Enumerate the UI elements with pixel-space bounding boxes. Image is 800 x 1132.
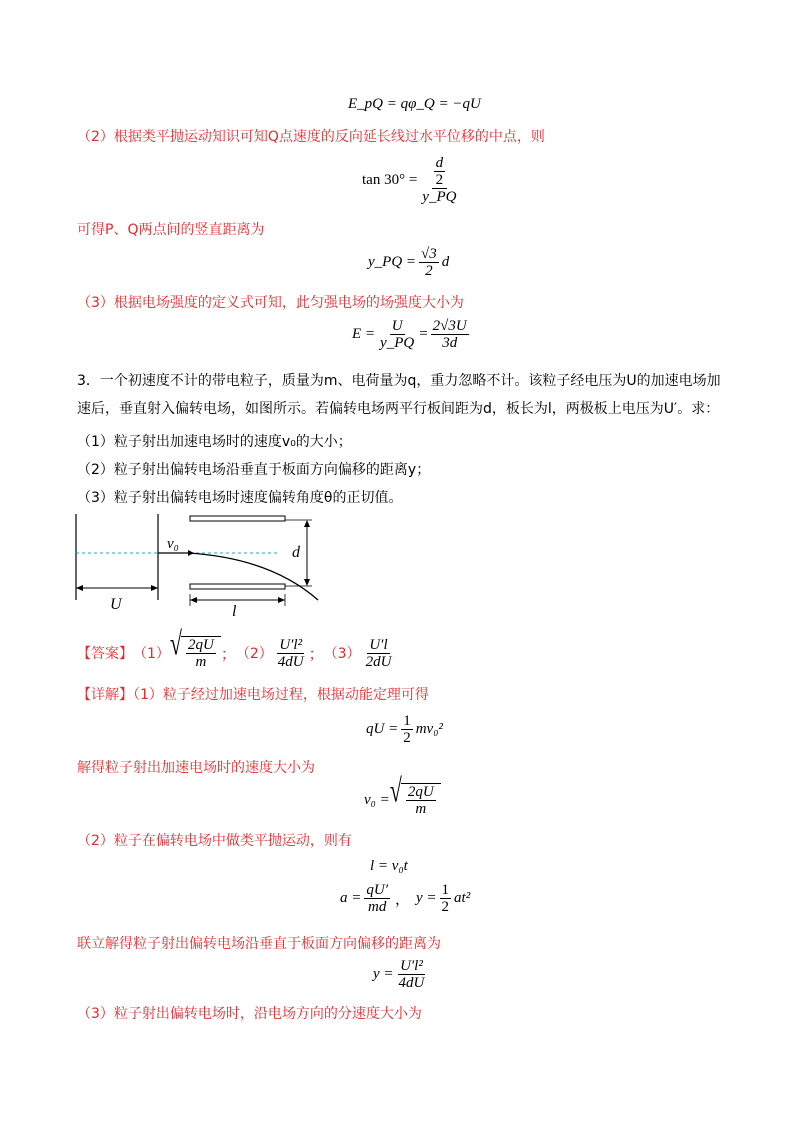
eq-E-n2: 2√3U	[432, 318, 467, 334]
eq-tan-fraction	[420, 155, 458, 205]
eq-tan-d: d	[435, 155, 444, 171]
answer-3-num: U′l	[369, 636, 388, 653]
solution-step-2b: 可得P、Q两点间的竖直距离为	[77, 222, 265, 238]
equation-field-strength: E = $\frac{U}{y\_PQ}$ = $\frac{2√3U}{3d}$	[352, 318, 467, 351]
eq-v0-den: m	[415, 801, 427, 817]
eq-qU-lhs: qU =	[366, 721, 399, 737]
eq-qU-tail: mv₀²	[415, 721, 443, 737]
eq-y-fraction	[419, 246, 439, 279]
eq-yv-frac	[397, 958, 427, 991]
eq-v0-num: 2qU	[407, 784, 434, 800]
deflection-field-diagram	[70, 508, 330, 620]
detail-step-1	[77, 686, 429, 704]
question-3-sub2: （2）粒子射出偏转电场沿垂直于板面方向偏移的距离y；	[77, 462, 431, 478]
label-d: d	[292, 544, 300, 561]
detail-step-1b: 解得粒子射出加速电场时的速度大小为	[77, 760, 315, 776]
eq-a-frac	[364, 882, 390, 915]
equation-potential-energy: E_pQ = qφ_Q = −qU	[348, 96, 481, 112]
label-l: l	[232, 603, 237, 620]
answer-3-frac	[364, 637, 394, 670]
equation-ypq	[368, 246, 449, 279]
eq-yv-num: U′l²	[400, 958, 423, 974]
equation-tan30	[362, 155, 461, 205]
eq-E-frac1	[378, 318, 416, 351]
label-U: U	[110, 596, 122, 613]
answer-1-den: m	[195, 654, 207, 670]
equation-kinetic-energy	[366, 713, 443, 746]
eq-tan-lhs: tan 30° =	[362, 171, 418, 188]
eq-qU-den: 2	[403, 730, 411, 746]
eq-E-d1: y_PQ	[380, 335, 415, 351]
eq-v0-lhs: v₀ =	[364, 791, 390, 808]
velocity-arrow	[188, 550, 194, 556]
eq-y-den: 2	[425, 263, 433, 279]
detail-step-2b: 联立解得粒子射出偏转电场沿垂直于板面方向偏移的距离为	[77, 936, 441, 952]
answer-sep1: ；	[220, 646, 236, 663]
question-3-sub1: （1）粒子射出加速电场时的速度v₀的大小；	[77, 434, 352, 450]
eq-a-num: qU′	[366, 882, 388, 898]
answer-tag: 【答案】	[77, 646, 133, 662]
detail-tag: 【详解】	[77, 687, 133, 703]
answer-1-sqrt: √ $\frac{2qU}{m}$	[170, 636, 221, 670]
eq-y2-lhs: y =	[416, 890, 437, 906]
detail-step-2: （2）粒子在偏转电场中做类平抛运动，则有	[77, 833, 352, 849]
eq-tan-den: y_PQ	[422, 189, 457, 205]
answer-sep2: ；	[308, 646, 324, 663]
equation-l: l = v₀t	[370, 858, 408, 874]
eq-y2-tail: at²	[454, 890, 471, 906]
equation-v0	[364, 771, 441, 817]
eq-y2-num: 1	[441, 882, 450, 898]
answer-2-den: 4dU	[277, 653, 304, 670]
eq-qU-num: 1	[403, 713, 411, 729]
eq-qU-frac	[401, 713, 413, 746]
answer-3-den: 2dU	[365, 653, 392, 670]
solution-step-3: （3）根据电场强度的定义式可知，此匀强电场的场强度大小为	[77, 295, 464, 311]
eq-y-num: √3	[421, 246, 437, 262]
answer-3-label: （3）	[323, 646, 361, 662]
eq-tan-2: 2	[435, 172, 444, 188]
deflection-plate-top	[190, 516, 285, 521]
answer-2-frac	[276, 637, 306, 670]
equation-a-y	[340, 882, 470, 915]
label-v0: v₀	[167, 536, 179, 552]
eq-y2-frac	[440, 882, 452, 915]
detail-step-3: （3）粒子射出偏转电场时，沿电场方向的分速度大小为	[77, 1006, 422, 1022]
answer-2-num: U′l²	[279, 636, 303, 653]
question-3-sub3: （3）粒子射出偏转电场时速度偏转角度θ的正切值。	[77, 490, 403, 506]
eq-yv-lhs: y =	[373, 966, 394, 982]
eq-E-d2: 3d	[442, 335, 458, 351]
eq-yv-den: 4dU	[398, 975, 425, 991]
answer-1-label: （1）	[133, 646, 170, 662]
eq-E-frac2	[431, 318, 469, 351]
equation-y-result	[373, 958, 429, 991]
eq-y-lhs: y_PQ =	[368, 254, 417, 270]
eq-a-sep: ，	[395, 892, 411, 908]
eq-E-n1: U	[391, 318, 403, 334]
eq-y-tail: d	[441, 254, 450, 270]
question-3-line2: 速后，垂直射入偏转电场，如图所示。若偏转电场两平行板间距为d，板长为l，两极板上电压为U′。求：	[77, 401, 720, 417]
eq-a-lhs: a =	[340, 890, 362, 906]
deflection-plate-bottom	[190, 584, 285, 589]
eq-E-lhs: E =	[352, 326, 376, 342]
answer-1-num: 2qU	[188, 637, 214, 653]
answer-2-label: （2）	[235, 646, 273, 662]
question-3-line1: 3．一个初速度不计的带电粒子，质量为m、电荷量为q，重力忽略不计。该粒子经电压为U的加速电场加	[77, 373, 721, 389]
answer-line	[77, 624, 396, 670]
eq-y2-den: 2	[441, 899, 450, 915]
solution-step-2: （2）根据类平抛运动知识可知Q点速度的反向延长线过水平位移的中点，则	[77, 129, 545, 145]
eq-a-den: md	[368, 899, 387, 915]
eq-v0-sqrt: √ $\frac{2qU}{m}$	[390, 783, 441, 817]
detail-step-1-text: （1）粒子经过加速电场过程，根据动能定理可得	[133, 687, 429, 703]
